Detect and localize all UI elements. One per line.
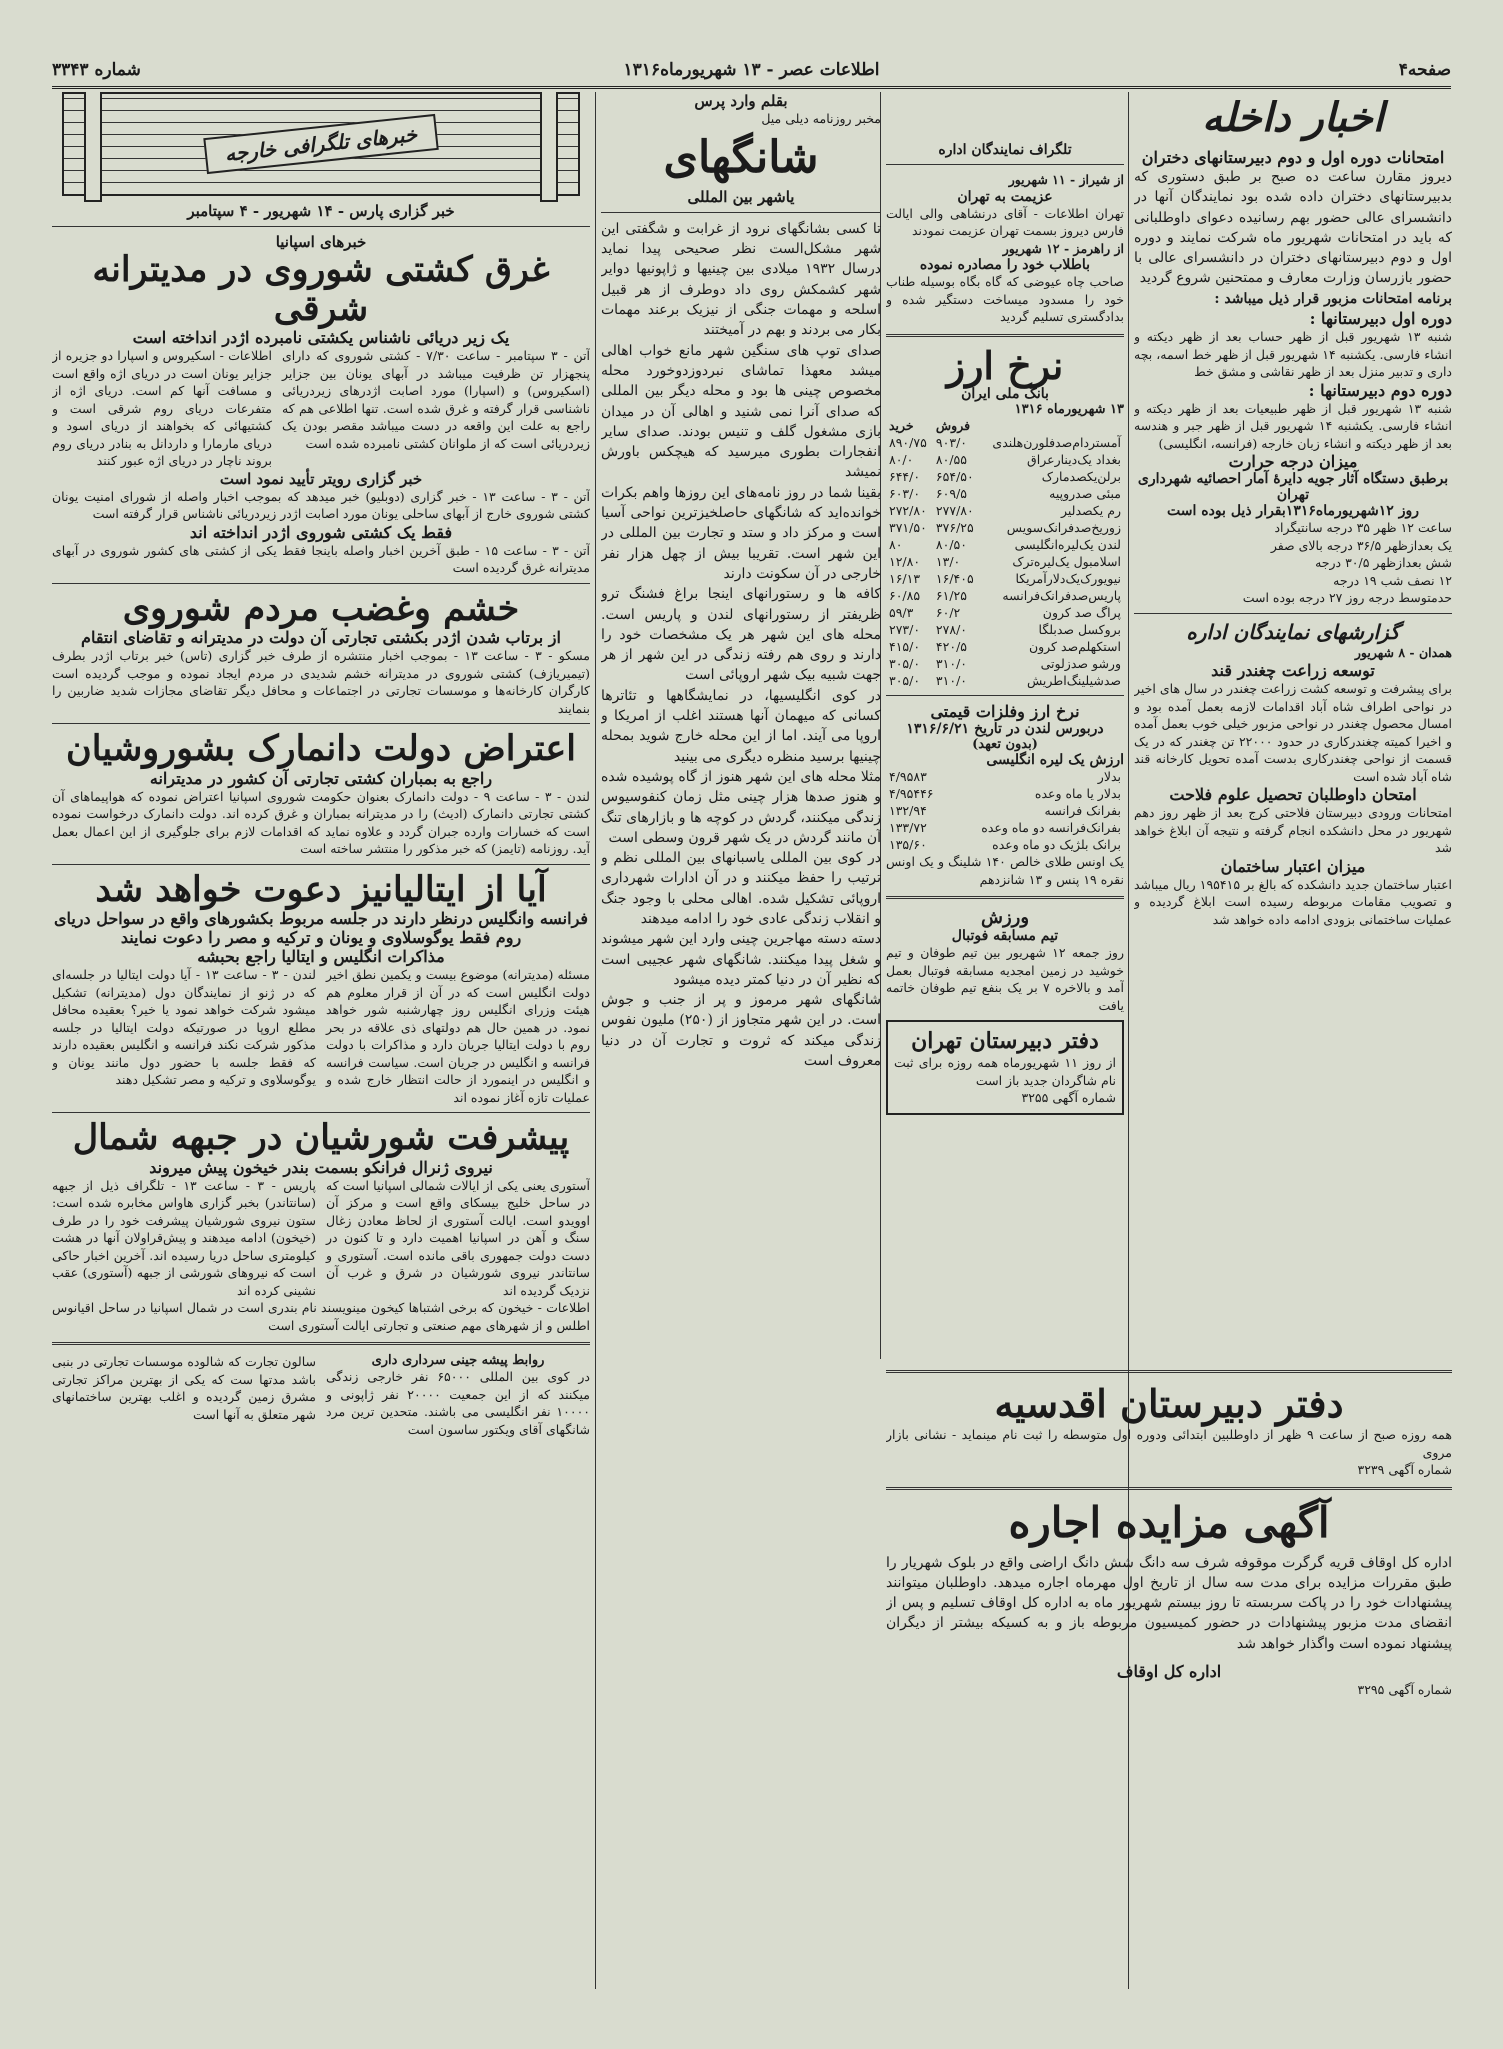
headline-1-side: اطلاعات - اسکیروس و اسپارا دو جزیره از جزایر یونان است در دریای اژه واقع است و مسافت آنها کم است. دریای اژه از متفرعات دریای روم شرقی است و کشتیهائی که بخواهند از دریای اسود و دریای مارمارا و داردانل به بنادر دریای روم بروند ناچار در دریای اژه عبور کنند — [52, 348, 272, 468]
telegraph-pole-icon — [84, 92, 102, 202]
rates-col-buy: خرید — [889, 418, 914, 434]
temperature-heading: میزان درجه حرارت — [1228, 452, 1358, 472]
exam-heading: امتحانات دوره اول و دوم دبیرستانهای دختران — [1141, 148, 1445, 167]
headline-4-body: لندن - ۳ - ساعت ۹ - دولت دانمارک بعنوان حکومت شوروی اسپانیا اعتراض نموده که هواپیماهای آن کشتی تجارتی دانمارک (ادیث) را در مدیترانه بمباران و غرق کرده اند. دولت دانمارک درخواست نموده است که خسارات وارده جبران گردد و علاوه نماید که اقدامات لازم برای جلوگیری از این اعمال بعمل آید. روزنامه (تایمز) که خبر مذکور را منتشر ساخته است — [52, 788, 590, 856]
ad-rent-title: آگهی مزایده اجاره — [1008, 1497, 1330, 1547]
metals-heading: نرخ ارز وفلزات قیمتی — [930, 702, 1080, 722]
beet-body: برای پیشرفت و توسعه کشت زراعت چغندر در سال های اخیر در نواحی اطراف شاه آباد اقدامات لازمه بعمل آمده بود و امسال محصول چغندر در نواحی مزبور خیلی خوب بعمل آمده و اخیرا کمیته چغندرکاری در حدود ۲۲۰۰۰ تن چغندر که در یک قسمت از نواحی چغندرکاری بدست آمده تحویل کارخانه قند شاه آباد شده است — [1134, 681, 1452, 784]
headline-1: غرق کشتی شوروی در مدیترانه شرقی — [92, 249, 550, 329]
headline-5-sub: فرانسه وانگلیس درنظر دارند در جلسه مربوط بکشورهای واقع در سواحل دریای روم فقط یوگوسلاوی و یونان و ترکیه و مصر را دعوت نمایند — [53, 909, 589, 947]
rate-row: مبئی صدروپیه ۶۰۹/۵ ۶۰۳/۰ — [889, 486, 1121, 502]
correspondents-title: تلگراف نمایندگان اداره — [938, 142, 1072, 158]
metal-row: بفرانک‌فرانسه دو ماه وعده ۱۳۳/۷۲ — [889, 820, 1121, 836]
headline-5-sub2: مذاکرات انگلیس و ایتالیا راجع بحبشه — [197, 947, 445, 966]
headline-6: پیشرفت شورشیان در جبهه شمال — [72, 1117, 570, 1158]
bottom-heading: روابط پیشه جینی سرداری داری — [371, 1353, 545, 1368]
foreign-column — [52, 92, 590, 1992]
agri-heading: امتحان داوطلبان تحصیل علوم فلاحت — [1169, 785, 1417, 805]
headline-6-body: پاریس - ۳ - ساعت ۱۳ - تلگراف ذیل از جبهه (سانتاندر) بخبر گزاری هاواس مخابره شده است: ستون نیروی شورشیان پیشرفت خود را در طرف (خیخون) ادامه میدهند و پیش‌قراولان آنها در هشت کیلومتری ساحل دریا رسیده اند. آخرین اخبار حاکی است که نیروهای شورشی از جبهه (آستوری) عقب نشینی کرده اند — [52, 1177, 316, 1298]
rate-row: رم یکصدلیر ۲۷۷/۸۰ ۲۷۲/۸۰ — [889, 503, 1121, 519]
temperature-row: یک بعدازظهر ۳۶/۵ درجه بالای صفر — [1270, 537, 1452, 553]
rate-row: برلن‌یکصدمارک ۶۵۴/۵۰ ۶۴۴/۰ — [889, 469, 1121, 485]
feature-paragraph: در کوی بین المللی یاسبانهای بین المللی نظم و ترتیب را حفظ میکنند و در آن ادارات شهرداری اروپائی تشکیل شده. اهالی محلی با وجود جنگ و انقلاب زندگی عادی خود را ادامه میدهند — [601, 850, 881, 927]
sports-body: روز جمعه ۱۲ شهریور بین تیم طوفان و تیم خوشید در زمین امجدیه مسابقه فوتبال بعمل آمد و بالاخره ۷ بر یک بنفع تیم طوفان خاتمه یافت — [886, 945, 1124, 1013]
level1-heading: دوره اول دبیرستانها : — [1309, 309, 1452, 329]
domestic-column — [1134, 92, 1452, 1492]
ad-tehran-ref: شماره آگهی ۳۲۵۵ — [1021, 1090, 1116, 1106]
ad-school-title: دفتر دبیرستان اقدسیه — [994, 1381, 1344, 1426]
ahvaz-heading: باطلاب خود را مصادره نموده — [919, 257, 1091, 273]
exam-body: دیروز مقارن ساعت ده صبح بر طبق دستوری که بدبیرستانهای دختران داده شده بود نمایندگان آنها در دانشسرای عالی حضور بهم رسانیده دعوای داوطلبانی که باید در امتحانات شهریور ماه شرکت نمایند و دوره اول و دوم دبیرستانهای دختران در دانشسرای عالی با حضور بازرسان وزارت معارف و ممتحنین شروع گردید — [1134, 169, 1452, 287]
rate-row: صدشیلینگ‌اطریش ۳۱۰/۰ ۳۰۵/۰ — [889, 673, 1121, 689]
rate-row: آمستردام‌صدفلورن‌هلندی ۹۰۳/۰ ۸۹۰/۷۵ — [889, 435, 1121, 451]
reports-heading: گزارشهای نمایندگان اداره — [1186, 619, 1400, 644]
headline-5-side: مسئله (مدیترانه) موضوع بیست و یکمین نطق اخیر دولت انگلیس است که در آن از قرار معلوم هم هیئت وزرای انگلیس روز چهارشنبه شور خواهد نمود. در همین حال هم دولتهای ذی علاقه در بحر روم با دولت ایتالیا جریان دارد و مذاکرات با دولت فرانسه و انگلیس در جریان است. سیاست فرانسه و انگلیس در اینمورد از حالت انتظار خارج شده و عملیات تازه آغاز نموده اند — [326, 967, 590, 1105]
shiraz-body: تهران اطلاعات - آقای درنشاهی والی ایالت فارس دیروز بسمت تهران عزیمت نمودند — [886, 205, 1124, 238]
headline-6-side: آستوری یعنی یکی از ایالات شمالی اسپانیا است که در ساحل خلیج بیسکای واقع است و مرکز آن اوویدو است. ایالت آستوری از لحاظ معادن زغال سنگ و آهن در اسپانیا اهمیت دارد و تا کنون در دست دولت جمهوری باقی مانده است. آستوری و سانتاندر نیروی شورشیان در شرق و غرب آن نزدیک گردیده اند — [326, 1177, 590, 1298]
ahvaz-dateline: از راهرمز - ۱۲ شهریور — [1002, 240, 1124, 256]
rates-col-sell: فروش — [935, 418, 971, 434]
headline-5: آیا از ایتالیانیز دعوت خواهد شد — [95, 868, 547, 910]
feature-source: مخبر روزنامه دیلی میل — [761, 111, 881, 126]
level2-body: شنبه ۱۳ شهریور قبل از ظهر طبیعیات بعد از ظهر دیکته و انشاء فارسی. یکشنبه ۱۴ شهریور قبل از ظهر جبر و هندسه بعد از ظهر دیکته و انشاء زبان خارجه (فرانسه، انگلیسی) — [1134, 400, 1452, 451]
metal-row: بدلار یا ماه وعده ۴/۹۵۴۴۶ — [889, 786, 1121, 802]
foreign-banner — [62, 92, 580, 196]
ad-tehran-school — [886, 1020, 1124, 1115]
headline-3: خشم وغضب مردم شوروی — [122, 587, 520, 629]
rate-row: نیویورک‌یک‌دلار‌آمریکا ۱۶/۴۰۵ ۱۶/۱۳ — [889, 571, 1121, 587]
rate-row: بغداد یک‌دینار‌عراق ۸۰/۵۵ ۸۰/۰ — [889, 452, 1121, 468]
metals-value-heading: ارزش یک لیره انگلیسی — [986, 752, 1124, 769]
rate-row: پراگ صد کرون ۶۰/۲ ۵۹/۳ — [889, 605, 1121, 621]
reuters-body: آتن - ۳ - ساعت ۱۳ - خبر گزاری (دوبلیو) خبر میدهد که بموجب اخبار واصله از شورای امنیت یونان کشتی شوروی خارج از آبهای ساحلی یونان مورد اصابت اژدر زیردریائی ناشناس قرار گرفته است — [52, 488, 590, 521]
ad-school-ref: شماره آگهی ۳۲۳۹ — [1357, 1462, 1452, 1477]
temperature-note: حدمتوسط درجه روز ۲۷ درجه بوده است — [1242, 590, 1452, 606]
ad-rent-ref: شماره آگهی ۳۲۹۵ — [1357, 1681, 1452, 1697]
page-number: صفحه۴ — [1398, 60, 1451, 80]
rate-row: زوریخ‌صدفرانک‌سویس ۳۷۶/۲۵ ۳۷۱/۵۰ — [889, 520, 1121, 536]
rates-bank: بانک ملی ایران — [961, 386, 1049, 403]
temperature-row: شش بعدازظهر ۳۰/۵ درجه — [1315, 555, 1452, 571]
level2-heading: دوره دوم دبیرستانها : — [1308, 380, 1452, 400]
ad-rent-sign: اداره کل اوقاف — [1116, 1661, 1222, 1681]
headline-2: فقط یک کشتی شوروی اژدر انداخته اند — [189, 522, 453, 542]
rate-row: لندن یک‌لیره‌انگلیسی ۸۰/۵۰ ۸۰ — [889, 537, 1121, 553]
spain-heading: خبرهای اسپانیا — [275, 233, 367, 251]
feature-paragraph: در کوی انگلیسیها، در نمایشگاهها و تئاترها کسانی که میهمان آنها هستند اغلب از امریکا و اروپا می آیند. اما از این محله خارج شوید بمحله چینیها برسید منظره دیگری می بینید — [601, 687, 881, 765]
feature-paragraph: تا کسی بشانگهای نرود از غرابت و شگفتی این شهر مشکل‌الست نظر صحیحی پیدا نماید درسال ۱۹۳۲ میلادی بین چینیها و ژاپونیها دوایر شهر کشمکش روی داد دوطرف از هر قبیل اسلحه و مهمات جنگی از نیزیک برعند مهمات بکار می بردند و بهم در آمیختند — [601, 220, 881, 339]
ads-section — [886, 1362, 1452, 2012]
ahvaz-body: صاحب چاه عیوضی که گاه بگاه بوسیله طناب خود را مسدود میساخت دستگیر شده و بدادگستری تسلیم گردید — [886, 274, 1124, 324]
foreign-banner-label: خبرهای تلگرافی خارجه — [203, 114, 438, 174]
feature-paragraph: کافه ها و رستورانهای اینجا براغ فشنگ ترو ظریفتر از رستورانهای لندن و پاریس است. محله های این شهر هر یک مشخصات خود را دارند و روی هم رفته زندگی در این شهر از هر جهت شبیه بیک شهر اروپائی است — [601, 586, 881, 684]
reuters-heading: خبر گزاری رویتر تأیید نمود است — [219, 469, 423, 488]
feature-subtitle: یاشهر بین المللی — [687, 187, 795, 206]
issue-number: شماره ۳۳۴۳ — [52, 60, 141, 80]
feature-byline: بقلم وارد پرس — [694, 92, 788, 110]
metals-note: (بدون تعهد) — [972, 737, 1038, 753]
domestic-title: اخبار داخله — [1202, 94, 1384, 141]
hamadan-dateline: همدان - ۸ شهریور — [1354, 644, 1452, 660]
exam-program: برنامه امتحانات مزبور قرار ذیل میباشد : — [1214, 290, 1452, 307]
ad-rent-body: اداره کل اوقاف قریه گرگرت موقوفه شرف سه دانگ شش دانگ اراضی واقع در بلوک شهریار را طبق مقررات مزایده برای مدت سه سال از تاریخ اول مهرماه اجاره میدهد. داوطلبان میتوانند پیشنهادات خود را در پاکت سربسته تا روز بیستم شهریور ماه به اداره کل اوقاف تسلیم و پس از انقضای مدت مزبور پیشنهادات در حضور کمیسیون مربوطه باز و به کسیکه بیشتر از دیگران پیشنهاد نموده است واگذار خواهد شد — [886, 1554, 1452, 1652]
agri-body: امتحانات ورودی دبیرستان فلاحتی کرج بعد از ظهر روز دهم شهریور در محل دانشکده انجام گرفته و نتیجه آن ابلاغ خواهد شد — [1134, 805, 1452, 856]
ad-school-body: همه روزه صبح از ساعت ۹ ظهر از داوطلبین ابتدائی ودوره اول متوسطه را ثبت نام مینماید - نشانی بازار مروی — [886, 1427, 1452, 1460]
headline-5-body: لندن - ۳ - ساعت ۱۳ - آیا دولت ایتالیا در جلسه‌ای که در ژنو از نمایندگان دول (مدیترانه) تشکیل میشود شرکت خواهد نمود یا خیر؟ بعقیده محافل مطلع اروپا در صورتیکه دولت ایتالیا در جلسه مذکور شرکت نکند فرانسه و انگلیس بعقیده دارند که فقط جلسه با حضور دول مانند یونان و یوگوسلاوی و ترکیه و مصر تشکیل دهند — [52, 967, 316, 1087]
ad-tehran-title: دفتر دبیرستان تهران — [911, 1028, 1099, 1055]
temperature-date: روز ۱۲شهریورماه۱۳۱۶بقرار ذیل بوده است — [1167, 503, 1419, 520]
metal-row: بدلار ۴/۹۵۸۳ — [889, 769, 1121, 785]
column-divider — [595, 92, 596, 1989]
rate-row: استکهلم‌صد کرون ۴۲۰/۵ ۴۱۵/۰ — [889, 639, 1121, 655]
sports-heading: تیم مسابقه فوتبال — [951, 928, 1059, 945]
headline-2-body: آتن - ۳ - ساعت ۱۵ - طبق آخرین اخبار واصله باینجا فقط یکی از کشتی های کشور شوروی در آبهای مدیترانه غرق گردیده است — [52, 542, 590, 575]
level1-body: شنبه ۱۳ شهریور قبل از ظهر حساب بعد از ظهر دیکته و انشاء فارسی. یکشنبه ۱۴ شهریور قبل از ظهر خط اسمه، بچه داری و تدبیر منزل بعد از ظهر نقاشی و مشق خط — [1134, 329, 1452, 380]
rates-column — [886, 92, 1124, 1350]
rates-header-row — [886, 417, 1124, 434]
temperature-subheading: برطبق دستگاه آثار جویه دایرهٔ آمار احصائیه شهرداری تهران — [1137, 471, 1449, 504]
feature-title: شانگهای — [663, 131, 819, 183]
beet-heading: توسعه زراعت چغندر قند — [1211, 661, 1375, 681]
sports-title: ورزش — [980, 907, 1030, 929]
rate-row: ورشو صدزلوتی ۳۱۰/۰ ۳۰۵/۰ — [889, 656, 1121, 672]
ad-tehran-body: از روز ۱۱ شهریورماه همه روزه برای ثبت نام شاگردان جدید باز است — [894, 1055, 1116, 1088]
masthead-title: اطلاعات عصر - ۱۳ شهریورماه۱۳۱۶ — [623, 60, 880, 80]
headline-3-sub: از برتاب شدن اژدر بکشتی تجارتی آن دولت در مدیترانه و تقاضای انتقام — [81, 628, 561, 647]
feature-paragraph: بقینا شما در روز نامه‌های این روزها واهم بکرات خوانده‌اید که شانگهای حاصلخیزترین نواحی آسیا است و مرکز داد و ستد و تجارت بین المللی در این شهر است. تقریبا بیش از چهل هزار نفر خارجی در آن سکونت دارند — [601, 484, 881, 582]
headline-6-note: اطلاعات - خیخون که برخی اشتباها کیخون مینویسند نام بندری است در شمال اسپانیا در ساحل اقیانوس اطلس و از شهرهای مهم صنعتی و تجارتی ایالت آستوری است — [52, 1300, 590, 1333]
feature-paragraph: صدای توپ های سنگین شهر مانع خواب اهالی میشد معهذا تماشای نبردوزدوخورد محله مخصوص چینی ها بود و محله دیگر بین المللی که صدای آنرا نمی شنید و اهالی آن در میدان بازی مشغول گلف و تنیس بودند. صدای سایر انفجارات بطوری میرسید که هیچکس باورش نمیشد — [601, 342, 881, 481]
rate-row: اسلامبول یک‌لیره‌ترک ۱۳/۰ ۱۲/۸۰ — [889, 554, 1121, 570]
headline-4: اعتراض دولت دانمارک بشوروشیان — [66, 728, 576, 769]
feature-paragraph: شانگهای شهر مرموز و پر از جنب و جوش است. در این شهر متجاوز از (۲۵۰) ملیون نفوس زندگی میکند که ثروت و تجارت آن در دنیا معروف است — [601, 992, 881, 1070]
headline-3-body: مسکو - ۳ - ساعت ۱۳ - بموجب اخبار منتشره از طرف خبر گزاری (تاس) خبر برتاب اژدر بطرف (تیمیریازف) کشتی شوروی در مدیترانه خشم شدیدی در مردم ایجاد نموده و موجب گردیده است کارگران کارخانه‌ها و موسسات تجارتی در اجتماعات و محافل دیگر تقاضای مجازات شدید ضاربین را بنمایند — [52, 648, 590, 716]
shiraz-dateline: از شیراز - ۱۱ شهریور — [1008, 172, 1124, 187]
rate-row: پاریس‌صدفرانک‌فرانسه ۶۱/۲۵ ۶۰/۸۵ — [889, 588, 1121, 604]
feature-paragraph: دسته دسته مهاجرین چینی وارد این شهر میشوند و شغل پیدا میکنند. شانگهای شهر عجیبی است که نظیر آن در دنیا کمتر دیده میشود — [601, 931, 881, 988]
metals-table — [886, 768, 1124, 853]
metal-row: بفرانک فرانسه ۱۳۲/۹۴ — [889, 803, 1121, 819]
metal-row: برانک بلژیک دو ماه وعده ۱۳۵/۶۰ — [889, 837, 1121, 853]
masthead-bar — [52, 58, 1451, 89]
headline-1-sub: یک زیر دریائی ناشناس یکشتی نامبرده اژدر انداخته است — [132, 328, 510, 347]
rate-row: بروکسل صدبلگا ۲۷۸/۰ ۲۷۳/۰ — [889, 622, 1121, 638]
feature-column — [601, 92, 881, 1992]
rates-date: ۱۳ شهریورماه ۱۳۱۶ — [1014, 402, 1124, 418]
headline-4-sub: راجع به بمباران کشتی تجارتی آن کشور در مدیترانه — [149, 768, 493, 788]
agency-dateline: خبر گزاری پارس - ۱۴ شهریور - ۴ سپتامبر — [187, 202, 455, 220]
telegraph-pole-icon — [540, 92, 558, 202]
build-body: اعتبار ساختمان جدید دانشکده که بالغ بر ۱۹۵۴۱۵ ریال میباشد و تصویب مقامات مربوطه رسیده است ابلاغ گردیده و عملیات ساختمانی بزودی ادامه داده خواهد شد — [1134, 876, 1452, 927]
bottom-side: سالون تجارت که شالوده موسسات تجارتی در بنبی باشد مدتها ست که یکی از بهترین مراکز تجارتی مشرق زمین گردیده و اغلب بهترین ساختمانهای شهر متعلق به آنها است — [52, 1354, 316, 1422]
metals-subheading: دربورس لندن در تاریخ ۱۳۱۶/۶/۲۱ — [906, 721, 1104, 738]
shiraz-heading: عزیمت به تهران — [957, 188, 1053, 205]
rates-table — [886, 417, 1124, 689]
temperature-row: ۱۲ نصف شب ۱۹ درجه — [1333, 572, 1452, 588]
headline-1-body: آتن - ۳ سپتامبر - ساعت ۷/۳۰ - کشتی شوروی که دارای پنجهزار تن ظرفیت میباشد در آبهای یونان بین جزایر (اسکیروس) و (اسپارا) مورد اصابت اژدرهای زیردریائی ناشناسی قرار گرفته و غرق شده است. تنها اطلاعی هم که راجع به علت این واقعه در دست میباشد مقصر بودن یک زیردریائی است که از ملوانان کشتی نامبرده شده است — [282, 348, 590, 451]
feature-paragraph: مثلا محله های این شهر هنوز از گاه پوشیده شده و هنوز صدها هزار چینی مثل زمان کنفوسیوس زندگی میکنند، گردش در کوچه ها و بازارهای تنگ آن مانند گردش در یک شهر قرون وسطی است — [601, 768, 881, 846]
bottom-body: در کوی بین المللی ۶۵۰۰۰ نفر خارجی زندگی میکنند که از این جمعیت ۲۰۰۰۰ نفر ژاپونی و ۱۰۰۰۰ نفر انگلیسی می باشند. متحدین ترین مرد شانگهای آقای ویکتور ساسون است — [326, 1369, 590, 1437]
temperature-row: ساعت ۱۲ ظهر ۳۵ درجه سانتیگراد — [1274, 520, 1452, 536]
headline-6-sub: نیروی ژنرال فرانکو بسمت بندر خیخون پیش میروند — [149, 1157, 493, 1177]
metals-footnote: یک اونس طلای خالص ۱۴۰ شلینگ و یک اونس نقره ۱۹ پنس و ۱۳ شانزدهم — [886, 854, 1124, 887]
build-heading: میزان اعتبار ساختمان — [1220, 856, 1366, 876]
rates-title: نرخ ارز — [946, 342, 1064, 388]
